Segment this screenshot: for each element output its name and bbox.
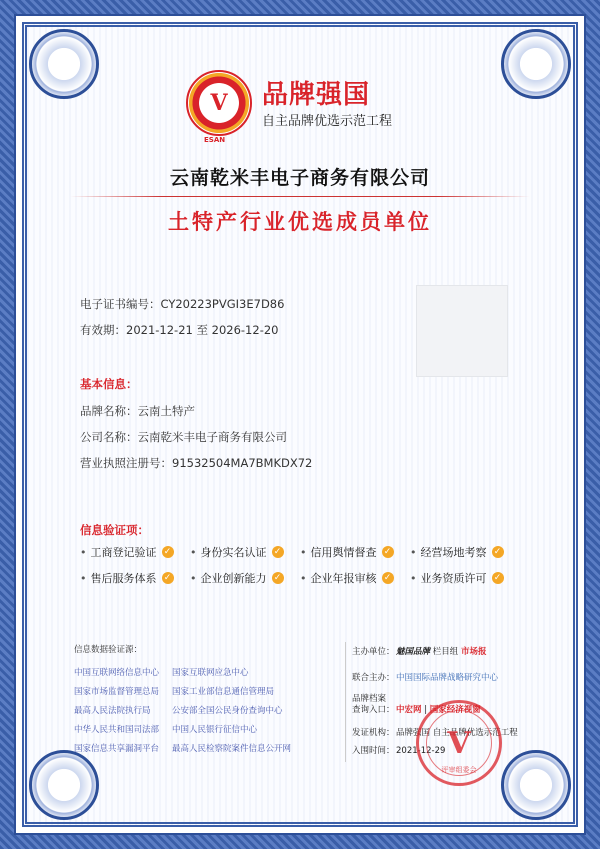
divider: [70, 196, 530, 197]
brand-name-field: 品牌名称：云南土特产: [80, 404, 195, 418]
verification-item: • 售后服务体系 ✓: [80, 570, 174, 586]
check-icon: ✓: [382, 546, 394, 558]
source-item: 国家市场监督管理总局: [74, 687, 160, 697]
host-organizer: 主办单位：魅国品牌 栏目组 市场报: [352, 647, 487, 657]
check-icon: ✓: [382, 572, 394, 584]
check-icon: ✓: [272, 546, 284, 558]
verification-item: • 业务资质许可 ✓: [410, 570, 504, 586]
verification-item: • 经营场地考察 ✓: [410, 544, 504, 560]
brand-subtitle: 自主品牌优选示范工程: [262, 114, 393, 129]
verification-item: • 工商登记验证 ✓: [80, 544, 174, 560]
brand-title: 品牌强国: [262, 80, 371, 110]
issuer: 发证机构：品牌强国 自主品牌优选示范工程: [352, 728, 518, 738]
check-icon: ✓: [162, 572, 174, 584]
brand-header: [186, 70, 426, 144]
verification-item: • 企业年报审核 ✓: [300, 570, 394, 586]
certificate-number: 电子证书编号：CY20223PVGI3E7D86: [80, 297, 285, 311]
license-number-field: 营业执照注册号：91532504MA7BMKDX72: [80, 456, 313, 470]
entry-date: 入围时间：2021-12-29: [352, 746, 446, 756]
source-item: 最高人民法院执行局: [74, 706, 151, 716]
verification-item: • 信用舆情督查 ✓: [300, 544, 394, 560]
certificate-validity: 有效期：2021-12-21 至 2026-12-20: [80, 323, 279, 337]
qr-code-placeholder: [416, 285, 508, 377]
certificate-content: [50, 60, 550, 800]
source-item: 最高人民检察院案件信息公开网: [172, 744, 292, 754]
source-item: 中国互联网络信息中心: [74, 668, 160, 678]
check-icon: ✓: [272, 572, 284, 584]
official-seal-icon: [416, 700, 502, 786]
verification-title: 信息验证项：: [80, 523, 149, 537]
source-item: 中华人民共和国司法部: [74, 725, 160, 735]
source-item: 国家工业部信息通信管理局: [172, 687, 275, 697]
source-item: 国家信息共享漏洞平台: [74, 744, 160, 754]
source-item: 中国人民银行征信中心: [172, 725, 258, 735]
seal-text: 评审组委会: [441, 766, 477, 774]
brand-logo-text: ESAN: [204, 136, 226, 144]
sources-title: 信息数据验证源：: [74, 645, 143, 655]
query-entry: 品牌档案: [352, 694, 387, 704]
source-item: 公安部全国公民身份查询中心: [172, 706, 283, 716]
basic-info-title: 基本信息：: [80, 377, 138, 391]
divider: [345, 642, 346, 762]
brand-emblem-glyph: V: [210, 90, 228, 116]
honor-title: 土特产行业优选成员单位: [168, 210, 432, 234]
source-item: 国家互联网应急中心: [172, 668, 249, 678]
company-name-field: 公司名称：云南乾米丰电子商务有限公司: [80, 430, 287, 444]
check-icon: ✓: [162, 546, 174, 558]
check-icon: ✓: [492, 546, 504, 558]
brand-emblem-icon: [186, 70, 252, 136]
check-icon: ✓: [492, 572, 504, 584]
verification-item: • 企业创新能力 ✓: [190, 570, 284, 586]
query-entry-values: 查询入口：中宏网 | 国家经济视窗: [352, 705, 481, 715]
co-organizer: 联合主办：中国国际品牌战略研究中心: [352, 673, 499, 683]
verification-item: • 身份实名认证 ✓: [190, 544, 284, 560]
company-name: 云南乾米丰电子商务有限公司: [169, 167, 430, 189]
seal-v-glyph: V: [447, 725, 471, 761]
